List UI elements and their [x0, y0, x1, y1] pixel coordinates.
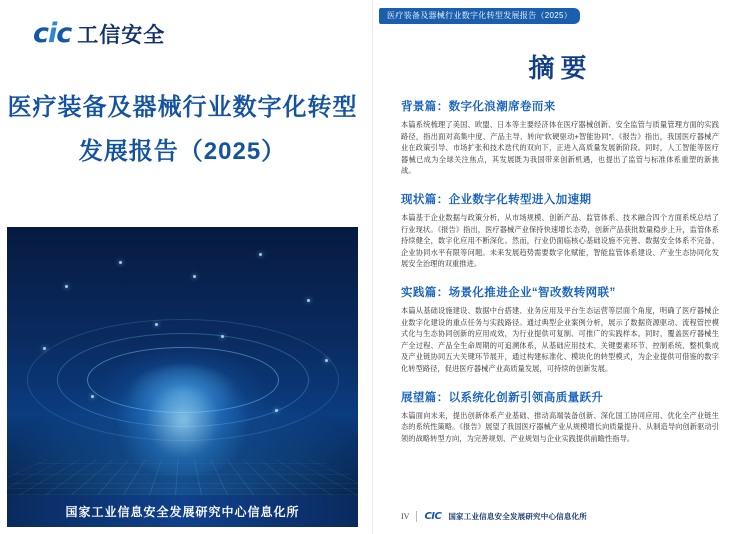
section-block	[401, 284, 719, 375]
particle-dot	[91, 395, 94, 398]
cic-logo-icon: cic	[33, 18, 72, 49]
cic-logo-icon: CIC	[424, 511, 442, 522]
particle-dot	[307, 299, 310, 302]
particle-dot	[65, 285, 68, 288]
section-paragraph: 本篇面向未来，提出创新体系产业基础、推动高端装备创新、深化国工协同应用、优化全产业链生态的系统性策略。《报告》展望了我国医疗器械产业从规模增长向质量提升、从制造导向创新驱动引领的战略转型方向，为完善规划、产业规划与企业实践提供前瞻性指导。	[401, 410, 719, 443]
particle-dot	[119, 261, 122, 264]
section-heading: 背景篇：数字化浪潮席卷而来	[401, 101, 556, 113]
section-paragraph: 本篇系统梳理了美国、欧盟、日本等主要经济体在医疗器械创新、安全监管与质量管理方面的实践路径，指出面对高集中度、产品主导、转向“软硬驱动+智能协同”、《报告》指出，我国医疗器械产业在政策引导、市场扩张和技术迭代的双向下，正进入高质量发展新阶段。同时，人工智能等医疗器械已成为全球关注焦点，其发展既为我国带来创新机遇，也提出了监管与标准体系重塑的新挑战。	[401, 120, 719, 176]
section-block	[401, 98, 719, 177]
page-footer	[401, 511, 721, 522]
section-block	[401, 191, 719, 270]
article-body	[401, 98, 719, 458]
cover-illustration	[7, 227, 358, 495]
section-paragraph: 本篇从基础设施建设、数据中台搭建、业务应用及平台生态运营等层面个角度，明确了医疗器械企业数字化建设的重点任务与实践路径。通过典型企业案例分析，展示了数据资源驱动、流程管控模式化与生态协同创新的应用成效，为行业提供可复制、可推广的实践样本。同时，覆盖医疗器械生产全过程、产品全生命周期的可追溯体系，从基础应用技术、关键要素环节、控制系统、整机集成及产业链协同五大关键环节展开，通过构建标准化、模块化的转型模式，为企业提供可借鉴的数字化转型路径，促进医疗器械产业高质量发展，可持续的创新发展。	[401, 305, 719, 373]
section-heading: 实践篇：场景化推进企业“智改数转网联”	[401, 286, 616, 299]
particle-dot	[275, 409, 278, 412]
particle-dot	[193, 275, 196, 278]
section-block	[401, 389, 719, 445]
section-paragraph: 本篇基于企业数据与政策分析，从市场规模、创新产品、监管体系、技术融合四个方面系统总结了行业现状。《报告》指出，医疗器械产业保持快速增长态势，创新产品获批数量稳步上升，监管体系持续健全，数字化应用不断深化。然而，行业仍面临核心基础设施不完善、数据安全体系不完备、企业协同水平有限等问题。未来发展趋势需要数字化赋能，智能监管体系建设、产业生态协同化发展安全治理的双重推进。	[401, 212, 719, 269]
particle-dot	[155, 323, 158, 326]
content-page	[372, 0, 747, 534]
page-number: IV	[401, 512, 410, 521]
cover-page	[0, 0, 365, 534]
brand-logo	[33, 18, 165, 49]
particle-dot	[43, 347, 46, 350]
particle-dot	[221, 335, 224, 338]
cover-header-area	[0, 0, 365, 225]
particle-dot	[325, 359, 328, 362]
section-heading: 现状篇：企业数字化转型进入加速期	[401, 193, 592, 206]
footer-divider	[416, 511, 417, 522]
cover-footer-banner: 国家工业信息安全发展研究中心信息化所	[7, 495, 358, 527]
glow-core-graphic	[108, 366, 258, 476]
document-tab[interactable]: 医疗装备及器械行业数字化转型发展报告（2025）	[379, 8, 580, 24]
page-title: 摘要	[528, 53, 593, 83]
section-heading: 展望篇：以系统化创新引领高质量跃升	[401, 391, 604, 404]
brand-logo-text: 工信安全	[77, 23, 166, 47]
cover-title-line2: 发展报告（2025）	[78, 138, 287, 165]
cover-title	[0, 86, 365, 174]
cover-title-line1: 医疗装备及器械行业数字化转型	[7, 94, 358, 121]
footer-org-name: 国家工业信息安全发展研究中心信息化所	[448, 512, 587, 521]
particle-dot	[259, 253, 262, 256]
